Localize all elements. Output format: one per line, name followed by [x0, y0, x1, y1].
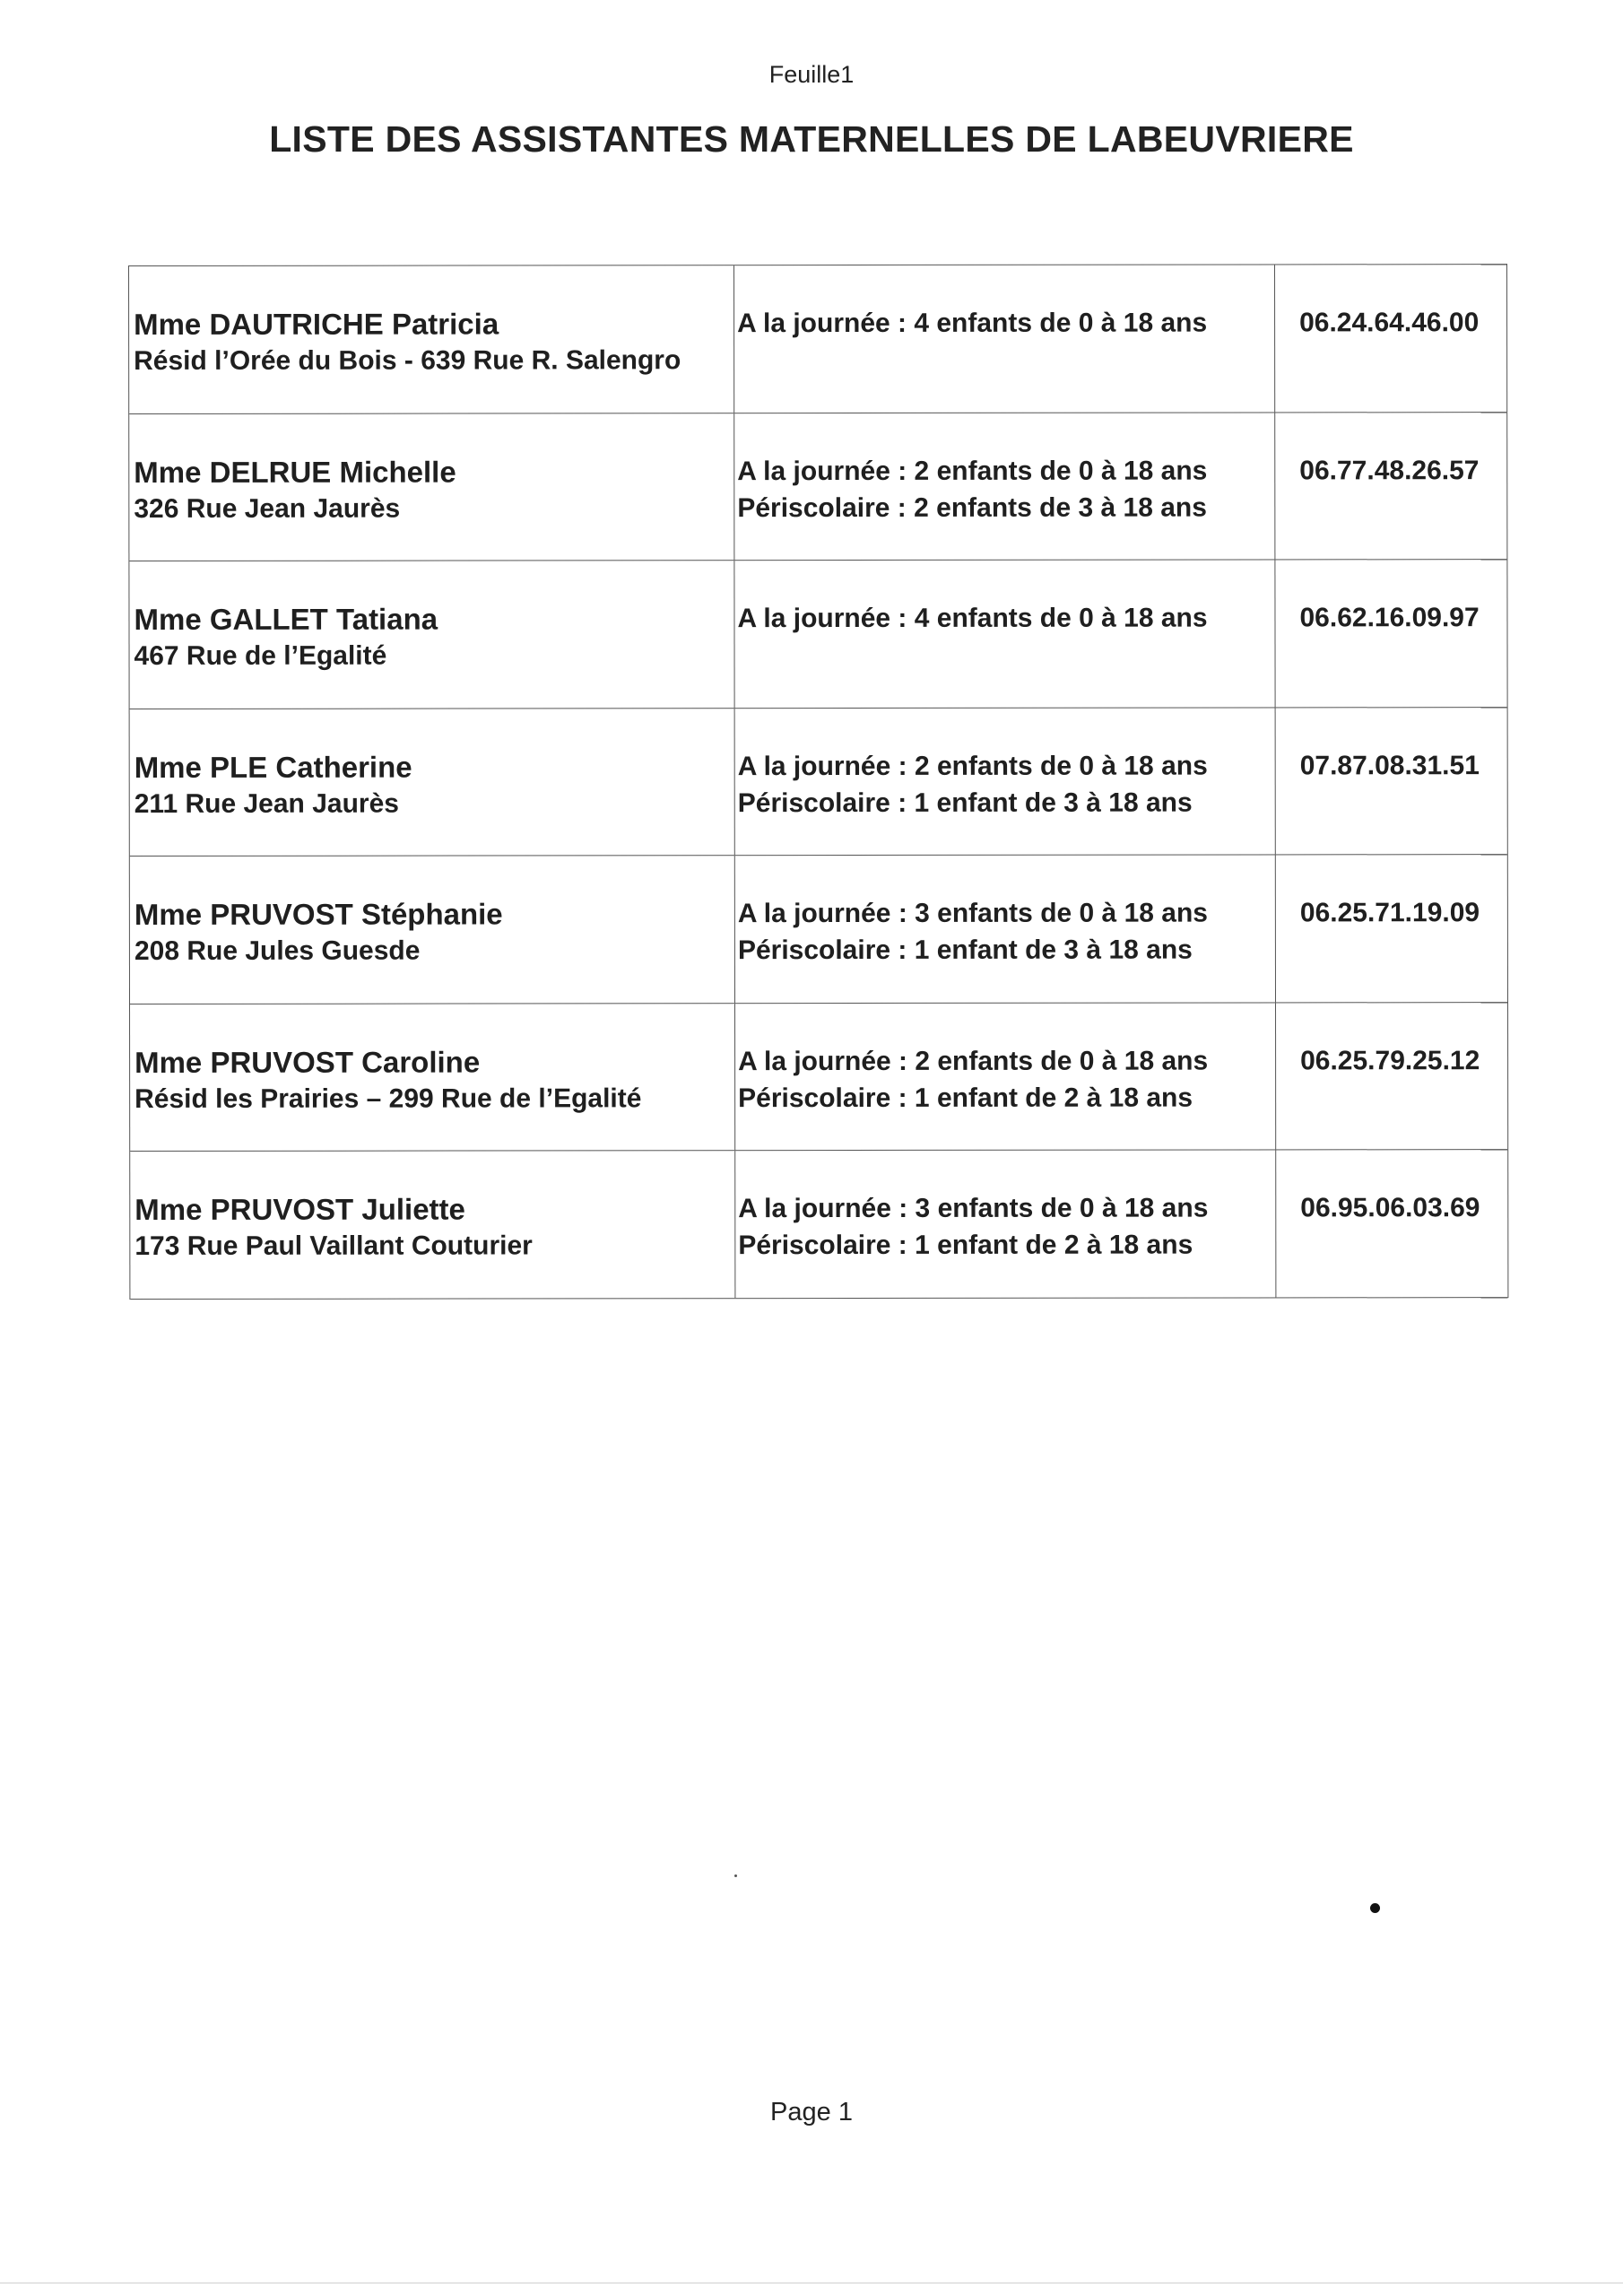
childminder-name: Mme PRUVOST Stéphanie — [134, 897, 503, 931]
childminders-table — [128, 264, 1508, 1299]
care-capacity-line: Périscolaire : 1 enfant de 3 à 18 ans — [737, 935, 1193, 966]
care-capacity-cell — [735, 1150, 1276, 1297]
care-capacity-line: Périscolaire : 1 enfant de 2 à 18 ans — [738, 1230, 1193, 1261]
care-capacity-line: A la journée : 2 enfants de 0 à 18 ans — [737, 751, 1208, 781]
phone-cell — [1276, 855, 1507, 1002]
scan-speck — [734, 1874, 737, 1877]
scan-dot — [1370, 1903, 1380, 1913]
care-capacity-line: A la journée : 3 enfants de 0 à 18 ans — [738, 1193, 1209, 1224]
table-row — [130, 1003, 1507, 1152]
phone-cell — [1275, 413, 1506, 560]
childminder-address: Résid l’Orée du Bois - 639 Rue R. Salengro — [134, 345, 681, 376]
care-capacity-cell — [734, 265, 1275, 412]
care-capacity-line: Périscolaire : 1 enfant de 2 à 18 ans — [738, 1083, 1193, 1113]
childminder-address: 326 Rue Jean Jaurès — [134, 493, 401, 524]
name-address-cell — [130, 856, 735, 1003]
phone-cell — [1276, 708, 1507, 855]
page-number: Page 1 — [770, 2098, 853, 2126]
care-capacity-cell — [735, 708, 1276, 855]
care-capacity-line: A la journée : 4 enfants de 0 à 18 ans — [737, 308, 1208, 339]
care-capacity-line: A la journée : 2 enfants de 0 à 18 ans — [738, 1046, 1209, 1076]
childminder-name: Mme PRUVOST Juliette — [135, 1192, 465, 1226]
table-row — [130, 708, 1507, 857]
phone-number: 06.95.06.03.69 — [1300, 1193, 1480, 1223]
care-capacity-line: A la journée : 4 enfants de 0 à 18 ans — [737, 603, 1208, 634]
name-address-cell — [130, 1004, 735, 1151]
phone-number: 06.25.79.25.12 — [1300, 1045, 1480, 1075]
phone-number: 06.77.48.26.57 — [1299, 455, 1480, 485]
name-address-cell — [130, 709, 735, 856]
phone-cell — [1275, 560, 1506, 707]
phone-cell — [1276, 1150, 1507, 1297]
name-address-cell — [129, 561, 734, 708]
care-capacity-cell — [734, 560, 1275, 707]
childminder-address: 211 Rue Jean Jaurès — [134, 788, 399, 819]
childminder-address: 208 Rue Jules Guesde — [134, 935, 421, 966]
care-capacity-line: A la journée : 3 enfants de 0 à 18 ans — [737, 898, 1208, 929]
phone-cell — [1275, 265, 1506, 412]
name-address-cell — [129, 413, 734, 561]
care-capacity-cell — [734, 413, 1275, 560]
phone-number: 06.24.64.46.00 — [1299, 308, 1480, 338]
table-row — [130, 855, 1507, 1004]
childminder-address: 173 Rue Paul Vaillant Couturier — [135, 1231, 533, 1261]
care-capacity-line: Périscolaire : 1 enfant de 3 à 18 ans — [737, 787, 1193, 818]
name-address-cell — [129, 265, 734, 413]
childminder-name: Mme PRUVOST Caroline — [135, 1045, 481, 1079]
phone-number: 06.62.16.09.97 — [1299, 603, 1480, 633]
phone-number: 06.25.71.19.09 — [1299, 898, 1480, 928]
table-row — [130, 1150, 1507, 1299]
care-capacity-line: Périscolaire : 2 enfants de 3 à 18 ans — [737, 492, 1207, 523]
childminder-address: 467 Rue de l’Egalité — [134, 640, 387, 671]
care-capacity-cell — [735, 855, 1276, 1002]
care-capacity-cell — [735, 1003, 1276, 1150]
childminder-name: Mme DAUTRICHE Patricia — [134, 307, 499, 341]
document-title: LISTE DES ASSISTANTES MATERNELLES DE LABEUVRIERE — [269, 118, 1354, 160]
childminder-name: Mme DELRUE Michelle — [134, 455, 456, 489]
childminder-name: Mme PLE Catherine — [134, 750, 412, 784]
table-row — [129, 560, 1506, 709]
childminder-name: Mme GALLET Tatiana — [134, 602, 438, 636]
childminder-address: Résid les Prairies – 299 Rue de l’Egalité — [135, 1083, 642, 1114]
care-capacity-line: A la journée : 2 enfants de 0 à 18 ans — [737, 456, 1208, 486]
sheet-name: Feuille1 — [768, 61, 855, 88]
phone-number: 07.87.08.31.51 — [1299, 750, 1480, 780]
table-row — [129, 413, 1506, 561]
name-address-cell — [130, 1151, 735, 1298]
table-row — [129, 265, 1506, 413]
phone-cell — [1276, 1003, 1507, 1150]
